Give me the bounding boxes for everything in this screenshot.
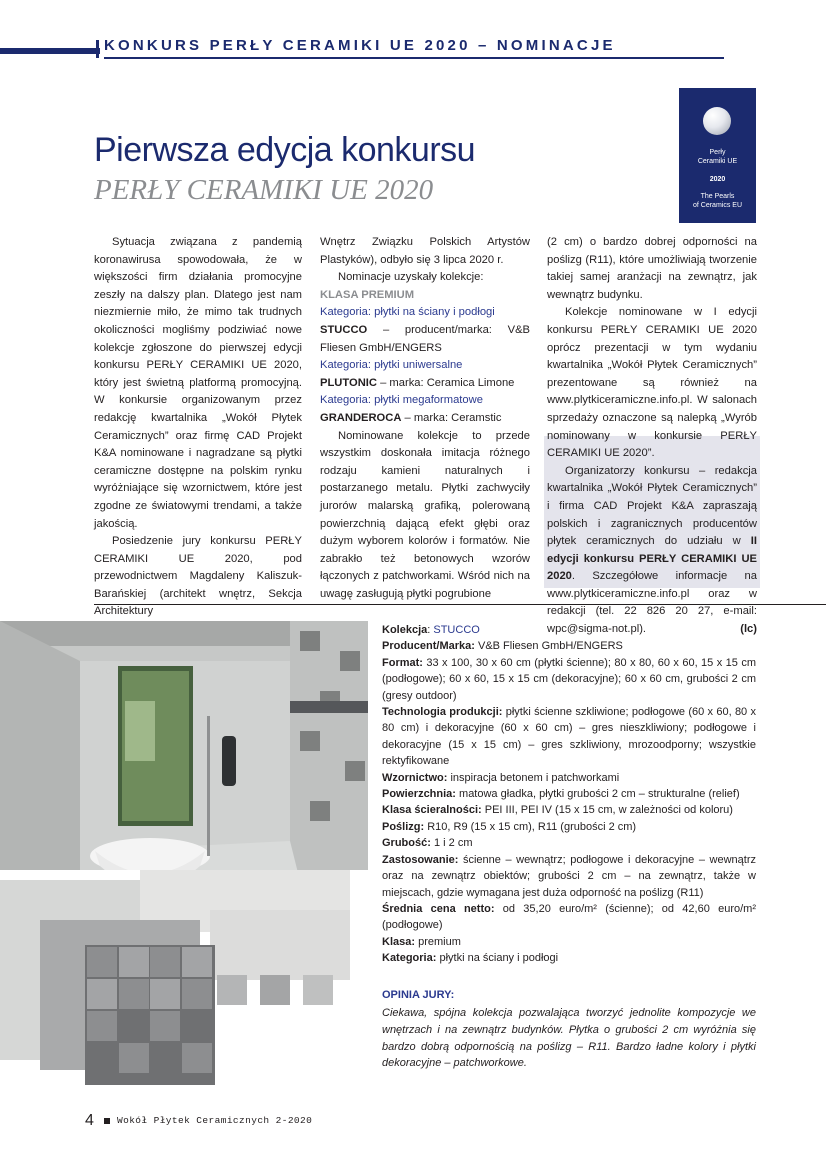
article-title: Pierwsza edycja konkursu <box>94 131 476 169</box>
info-box-text: Organizatorzy konkursu – redakcja kwartalnika „Wokół Płytek Ceramicznych” i firma CAD Projekt K&A zapraszają polskich i zagranicznych producentów płytek ceramicznych do udziału w II edycji konkursu PERŁY CERAMIKI UE 2020. Szczegółowe informacje na www.plytkiceramiczne.info.pl oraz w redakcji (tel. 22 826 20 27, e-mail: wpc@sigma-not.pl). (lc) <box>547 463 757 639</box>
section-header: KONKURS PERŁY CERAMIKI UE 2020 – NOMINACJE <box>104 37 616 54</box>
spec-label: Grubość: <box>382 837 431 850</box>
spec-label: Klasa: <box>382 935 416 948</box>
class-heading: KLASA PREMIUM <box>320 288 415 301</box>
spec-value: od 35,20 euro/m² (ścienne); od 42,60 euro/m² (podłogowe) <box>382 902 756 932</box>
text-column-1 <box>94 234 302 621</box>
spec-value: 33 x 100, 30 x 60 cm (płytki ścienne); 80 x 80, 60 x 60, 15 x 15 cm (podłogowe); 60 x 60, 15 x 15 cm (dekoracyjne); 60 x 60 cm, grubości 2 cm (gresy outdoor) <box>382 656 756 702</box>
spec-value: matowa gładka, płytki grubości 2 cm – strukturalne (relief) <box>459 788 740 801</box>
spec-row <box>382 950 756 966</box>
footer-bullet <box>104 1118 110 1124</box>
spec-row <box>382 802 756 818</box>
nomination-item: PLUTONIC – marka: Ceramica Limone <box>320 376 515 389</box>
section-divider <box>94 604 826 605</box>
spec-label: Format: <box>382 656 423 669</box>
spec-label: Kategoria: <box>382 952 437 965</box>
pearls-badge <box>679 88 756 223</box>
spec-value: premium <box>418 935 461 948</box>
spec-label: Powierzchnia: <box>382 788 456 801</box>
badge-line4: of Ceramics EU <box>692 202 742 209</box>
badge-line3: The Pearls <box>700 193 735 200</box>
author-sign: (lc) <box>740 623 757 636</box>
product-spec <box>382 622 756 967</box>
spec-value: inspiracja betonem i patchworkami <box>450 771 620 784</box>
spec-label: Technologia produkcji: <box>382 706 503 719</box>
nomination-item: GRANDEROCA – marka: Ceramstic <box>320 411 502 424</box>
paragraph: Kolekcje nominowane w I edycji konkursu PERŁY CERAMIKI UE 2020 oprócz prezentacji w tym wydaniu kwartalnika „Wokół Płytek Ceramicznych” prezentowane są również na www.plytkiceramiczne.info.pl. W salonach sprzedaży oznaczone są nalepką „Wyrób nominowany w konkursie PERŁY CERAMIKI UE 2020”. <box>547 306 757 460</box>
spec-label: Wzornictwo: <box>382 771 448 784</box>
jury-opinion-heading: OPINIA JURY: <box>382 989 455 1001</box>
spec-separator <box>495 903 503 915</box>
spec-value: płytki na ściany i podłogi <box>439 952 559 965</box>
nominations-intro: Nominacje uzyskały kolekcje: <box>338 271 484 284</box>
text-column-3 <box>547 234 757 639</box>
spec-row <box>382 786 756 802</box>
footer-publication: Wokół Płytek Ceramicznych 2-2020 <box>117 1115 313 1126</box>
spec-row <box>382 770 756 786</box>
paragraph: Wnętrz Związku Polskich Artystów Plastyków), odbyło się 3 lipca 2020 r. <box>320 236 530 266</box>
paragraph: Posiedzenie jury konkursu PERŁY CERAMIKI UE 2020, pod przewodnictwem Magdaleny Kaliszuk-Barańskiej (architekt wnętrz, Sekcja Architektury <box>94 535 302 618</box>
jury-opinion-text: Ciekawa, spójna kolekcja pozwalająca tworzyć jednolite kompozycje we wnętrzach i na zewnątrz budynków. Płytka o grubości 2 cm wyróżnia się bardzo dobrą odpornością na poślizg – R11. Bardzo ładne kolory i płytki dekoracyjne – patchworkowe. <box>382 1007 756 1070</box>
nomination-item: STUCCO – producent/marka: V&B Fliesen GmbH/ENGERS <box>320 323 530 354</box>
spec-separator: : <box>427 624 434 636</box>
header-rule <box>0 48 100 54</box>
spec-label: Kolekcja <box>382 624 428 636</box>
category-label: Kategoria: płytki na ściany i podłogi <box>320 306 495 319</box>
spec-row <box>382 655 756 704</box>
spec-value: R10, R9 (15 x 15 cm), R11 (grubości 2 cm) <box>427 820 637 833</box>
article-subtitle: PERŁY CERAMIKI UE 2020 <box>94 174 434 206</box>
spec-row <box>382 704 756 770</box>
spec-row <box>382 638 756 654</box>
nomination-name: GRANDEROCA <box>320 411 402 424</box>
badge-line1: Perły <box>709 149 726 156</box>
spec-value: V&B Fliesen GmbH/ENGERS <box>477 640 623 653</box>
spec-row <box>382 901 756 934</box>
spec-value: PEI III, PEI IV (15 x 15 cm, w zależności od koloru) <box>484 804 733 817</box>
header-accent <box>96 40 99 58</box>
spec-label: Średnia cena netto: <box>382 902 495 915</box>
category-label: Kategoria: płytki uniwersalne <box>320 359 463 372</box>
page-number: 4 <box>85 1112 94 1129</box>
paragraph: (2 cm) o bardzo dobrej odporności na poślizg (R11), które umożliwiają tworzenie takiej samej aranżacji na zewnątrz, jak wewnątrz budynku. <box>547 236 757 301</box>
spec-row <box>382 819 756 835</box>
spec-value: ścienne – wewnątrz; podłogowe i dekoracyjne – wewnątrz oraz na zewnątrz obiektów; grubości 2 cm – na zewnątrz, także w miejscach, gdzie wymagana jest duża odporność na poślizg (R11) <box>382 853 756 899</box>
paragraph: Nominowane kolekcje to przede wszystkim doskonała imitacja różnego rodzaju kamieni naturalnych i postarzanego metalu. Płytki zachwyciły jurorów malarską grafiką, polerowaną powierzchnią dającą efekt głębi oraz dużym wyborem kolorów i formatów. Nie zabrakło też betonowych wzorów łączonych z patchworkami. Wśród nich na uwagę zasługują płytki pogrubione <box>320 429 530 600</box>
spec-value: STUCCO <box>433 624 480 636</box>
spec-row <box>382 934 756 950</box>
nomination-name: STUCCO <box>320 323 368 336</box>
spec-row <box>382 622 756 638</box>
pearl-icon <box>703 107 731 135</box>
spec-row <box>382 852 756 901</box>
spec-label: Producent/Marka: <box>382 640 475 653</box>
text-column-2 <box>320 234 530 603</box>
spec-label: Klasa ścieralności: <box>382 804 482 817</box>
spec-row <box>382 835 756 851</box>
tile-samples-illustration <box>0 870 368 1100</box>
spec-label: Zastosowanie: <box>382 853 459 866</box>
badge-year: 2020 <box>709 176 726 183</box>
badge-line2: Ceramiki UE <box>697 158 738 165</box>
tile-samples <box>0 870 368 1100</box>
header-underline <box>104 57 724 59</box>
category-label: Kategoria: płytki megaformatowe <box>320 394 483 407</box>
paragraph: Sytuacja związana z pandemią koronawirusa spowodowała, że w większości firm działania promocyjne zeszły na dalszy plan. Dlatego jest nam niezmiernie miło, że mimo tak trudnych okoliczności mogliśmy podziwiać nowe kolekcje zgłoszone do pierwszej edycji konkursu PERŁY CERAMIKI UE 2020, który jest świetną platformą promocyjną. W konkursie organizowanym przez redakcję kwartalnika „Wokół Płytek Ceramicznych” oraz firmę CAD Projekt K&A nominowane i nagradzane są płytki ceramiczne dostępne na polskim rynku wyróżniające się wzornictwem, które jest zgodne ze światowymi trendami, a także jakością. <box>94 236 302 530</box>
spec-label: Poślizg: <box>382 820 425 833</box>
nomination-name: PLUTONIC <box>320 376 377 389</box>
spec-value: płytki ścienne szkliwione; podłogowe (60 x 60, 80 x 80 cm) i dekoracyjne (60 x 60 cm) – gres nieszkliwiony; podłogowe i dekoracyjne (15 x 15 cm) – gres szkliwiony, mrozoodporny; wszystkie rektyfikowane <box>382 706 756 768</box>
spec-value: 1 i 2 cm <box>433 837 473 850</box>
